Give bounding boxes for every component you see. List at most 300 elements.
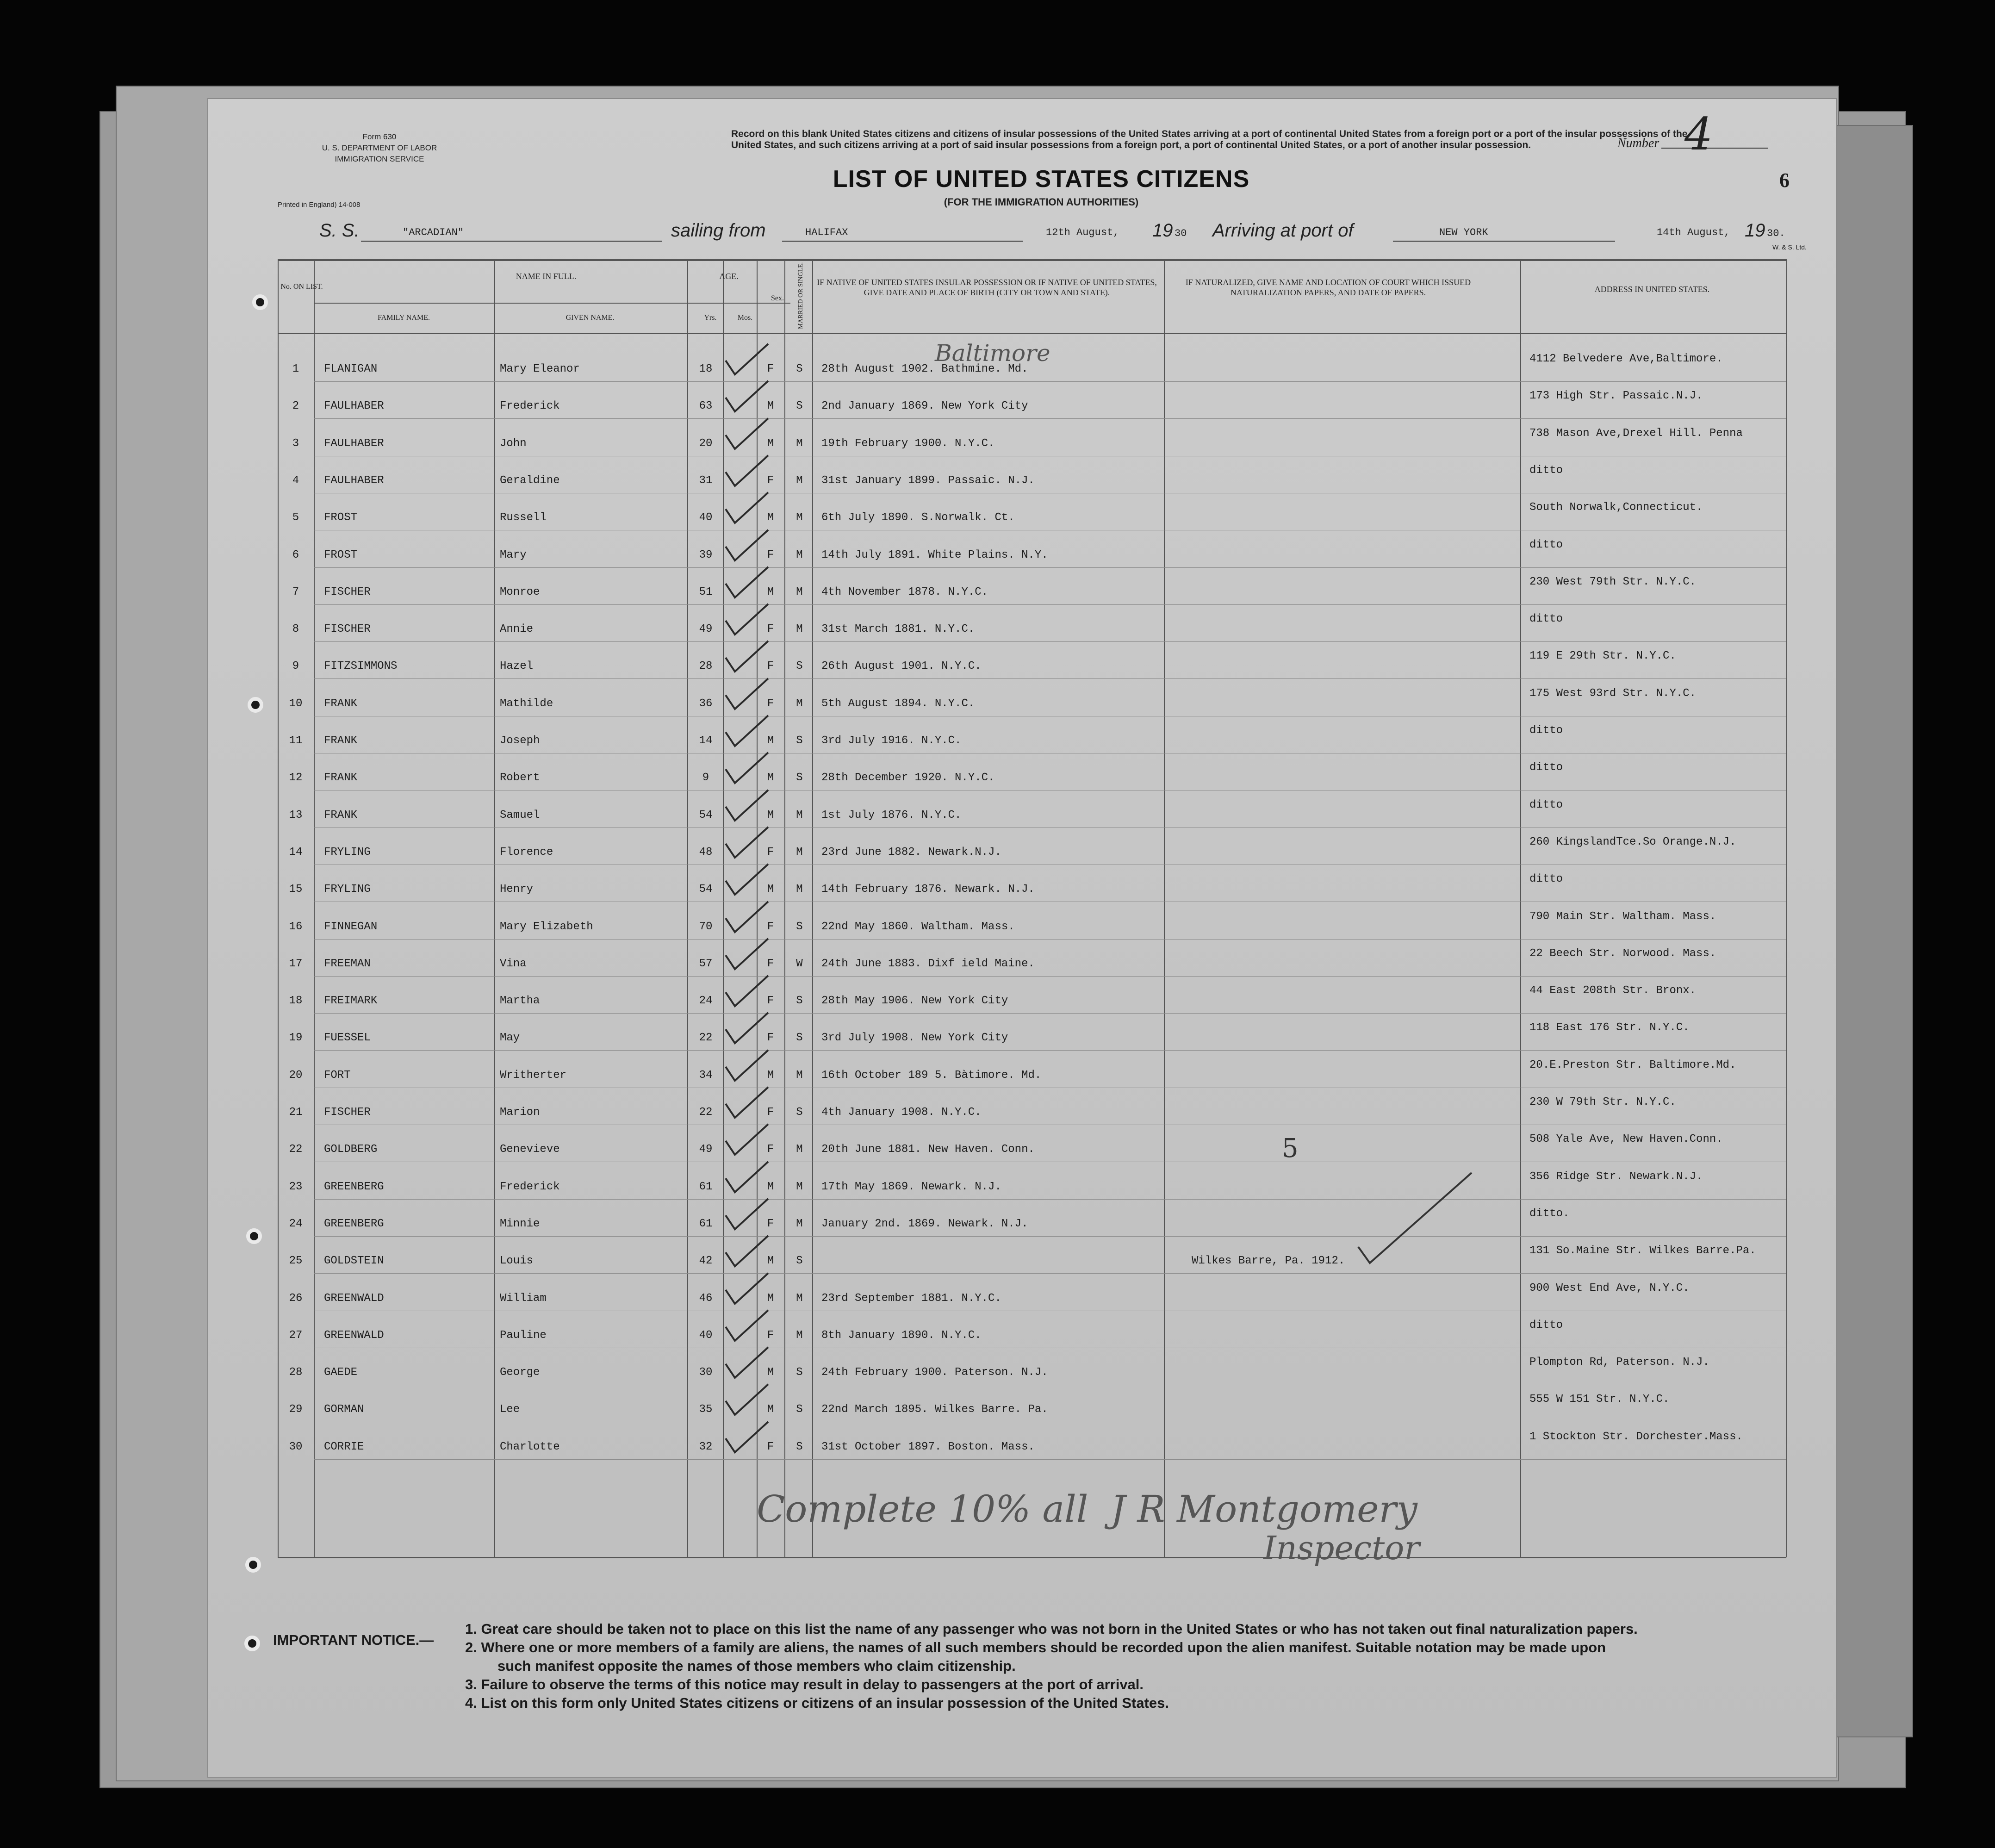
arrival-year: 30. [1767, 228, 1785, 239]
sex: M [767, 511, 774, 524]
check-mark [722, 751, 773, 788]
age-years: 39 [699, 548, 713, 561]
sex: F [767, 363, 774, 375]
address: 20.E.Preston Str. Baltimore.Md. [1529, 1058, 1736, 1071]
age-years: 57 [699, 957, 713, 970]
marital-status: M [796, 585, 803, 598]
address: 131 So.Maine Str. Wilkes Barre.Pa. [1529, 1244, 1756, 1257]
birth-info: 16th October 189 5. Bàtimore. Md. [821, 1069, 1042, 1082]
sex: F [767, 920, 774, 933]
address: 175 West 93rd Str. N.Y.C. [1529, 687, 1697, 700]
column-rule [687, 259, 688, 1557]
given-name: John [500, 437, 527, 450]
row-number: 30 [289, 1440, 303, 1453]
arrival-year-label: 19 [1745, 220, 1765, 241]
row-rule [314, 381, 1786, 382]
row-rule [314, 1013, 1786, 1014]
age-years: 31 [699, 474, 713, 487]
printer-mark: W. & S. Ltd. [1772, 243, 1807, 251]
form-sheet [207, 98, 1837, 1778]
birth-info: 3rd July 1908. New York City [821, 1032, 1008, 1045]
arrival-port-underline [1393, 241, 1615, 242]
given-name: Monroe [500, 585, 540, 598]
check-mark [722, 1420, 773, 1457]
given-name: Henry [500, 883, 534, 896]
family-name: FROST [324, 511, 358, 524]
table-top-rule [278, 259, 1786, 261]
table-header-rule [278, 333, 1786, 334]
birth-info: 3rd July 1916. N.Y.C. [821, 734, 962, 747]
age-years: 18 [699, 363, 713, 375]
row-number: 1 [292, 363, 299, 375]
birth-info: 8th January 1890. N.Y.C. [821, 1329, 982, 1342]
marital-status: S [796, 400, 803, 413]
handwritten-signature: J R Montgomery [1111, 1487, 1417, 1531]
given-name: Mary [500, 548, 527, 561]
sex: M [767, 400, 774, 413]
given-name: George [500, 1366, 540, 1379]
row-rule [314, 976, 1786, 977]
age-years: 61 [699, 1180, 713, 1193]
address: 738 Mason Ave,Drexel Hill. Penna [1529, 427, 1743, 440]
handwritten-baltimore: Baltimore [935, 340, 1050, 367]
check-mark [722, 1122, 773, 1159]
age-years: 49 [699, 1143, 713, 1156]
given-name: Hazel [500, 660, 534, 673]
check-mark [722, 900, 773, 937]
column-rule [1164, 259, 1165, 1557]
given-name: Robert [500, 772, 540, 784]
check-mark [722, 602, 773, 639]
address: 44 East 208th Str. Bronx. [1529, 984, 1697, 997]
service: IMMIGRATION SERVICE [335, 155, 424, 163]
check-mark [722, 491, 773, 528]
check-mark [722, 1011, 773, 1048]
ss-label: S. S. [319, 220, 360, 241]
address: ditto [1529, 613, 1563, 626]
birth-info: 22nd May 1860. Waltham. Mass. [821, 920, 1015, 933]
binder-hole [245, 1557, 261, 1573]
column-rule [314, 259, 315, 1557]
given-name: Charlotte [500, 1440, 560, 1453]
check-mark [722, 1271, 773, 1308]
row-rule [314, 1050, 1786, 1051]
given-name: Vina [500, 957, 527, 970]
given-name: May [500, 1032, 520, 1045]
family-name: FLANIGAN [324, 363, 378, 375]
row-rule [314, 604, 1786, 605]
sex: M [767, 1180, 774, 1193]
birth-info: 14th July 1891. White Plains. N.Y. [821, 548, 1048, 561]
age-years: 28 [699, 660, 713, 673]
sailing-port-underline [782, 241, 1023, 242]
marital-status: S [796, 1255, 803, 1268]
age-years: 40 [699, 1329, 713, 1342]
arrival-date: 14th August, [1657, 227, 1730, 238]
family-name: FRANK [324, 734, 358, 747]
given-name: Geraldine [500, 474, 560, 487]
given-name: Lee [500, 1403, 520, 1416]
row-number: 14 [289, 846, 303, 859]
family-name: GORMAN [324, 1403, 364, 1416]
given-name: Samuel [500, 809, 540, 821]
col-family-name: FAMILY NAME. [377, 314, 430, 322]
binder-hole [252, 294, 268, 310]
sex: F [767, 957, 774, 970]
row-number: 24 [289, 1217, 303, 1230]
sex: F [767, 697, 774, 710]
row-number: 3 [292, 437, 299, 450]
family-name: FRANK [324, 697, 358, 710]
marital-status: S [796, 1366, 803, 1379]
row-number: 5 [292, 511, 299, 524]
notice-heading: IMPORTANT NOTICE.— [273, 1632, 434, 1648]
given-name: Minnie [500, 1217, 540, 1230]
sex: M [767, 734, 774, 747]
check-mark [722, 677, 773, 714]
birth-info: 23rd September 1881. N.Y.C. [821, 1292, 1001, 1305]
check-mark [722, 1234, 773, 1271]
back-sheet-edge [1833, 125, 1913, 1737]
family-name: FUESSEL [324, 1032, 371, 1045]
given-name: William [500, 1292, 547, 1305]
sex: M [767, 772, 774, 784]
address: 356 Ridge Str. Newark.N.J. [1529, 1170, 1703, 1183]
sex: F [767, 1106, 774, 1119]
address: ditto [1529, 1319, 1563, 1332]
row-number: 21 [289, 1106, 303, 1119]
form-title: LIST OF UNITED STATES CITIZENS [833, 166, 1250, 193]
age-years: 22 [699, 1032, 713, 1045]
marital-status: M [796, 548, 803, 561]
name-subrule [314, 303, 790, 304]
check-mark [722, 454, 773, 491]
family-name: FORT [324, 1069, 351, 1082]
age-years: 20 [699, 437, 713, 450]
address: 22 Beech Str. Norwood. Mass. [1529, 947, 1716, 960]
page-number: 6 [1779, 169, 1790, 192]
check-mark [722, 342, 773, 379]
sex: F [767, 1329, 774, 1342]
check-mark [722, 714, 773, 751]
check-mark [722, 1048, 773, 1085]
family-name: FREIMARK [324, 995, 378, 1008]
sailing-label: sailing from [671, 220, 766, 241]
family-name: FRANK [324, 772, 358, 784]
binder-hole [246, 1228, 262, 1244]
sex: M [767, 1403, 774, 1416]
birth-info: 4th January 1908. N.Y.C. [821, 1106, 982, 1119]
marital-status: S [796, 1032, 803, 1045]
address: 119 E 29th Str. N.Y.C. [1529, 650, 1676, 663]
marital-status: M [796, 437, 803, 450]
age-years: 49 [699, 623, 713, 636]
handwritten-5: 5 [1282, 1133, 1299, 1164]
birth-info: January 2nd. 1869. Newark. N.J. [821, 1217, 1028, 1230]
notice-item-1: 1. Great care should be taken not to place on this list the name of any passenger who was not born in the United States or who has not taken out final naturalization papers. [465, 1621, 1638, 1637]
printed-note: Printed in England) 14-008 [278, 201, 360, 209]
birth-info: 6th July 1890. S.Norwalk. Ct. [821, 511, 1015, 524]
check-mark [722, 417, 773, 454]
marital-status: S [796, 363, 803, 375]
given-name: Louis [500, 1255, 534, 1268]
marital-status: M [796, 846, 803, 859]
address: 230 West 79th Str. N.Y.C. [1529, 575, 1697, 588]
check-mark [722, 639, 773, 676]
row-number: 18 [289, 995, 303, 1008]
family-name: GREENBERG [324, 1217, 384, 1230]
row-number: 27 [289, 1329, 303, 1342]
naturalization: Wilkes Barre, Pa. 1912. [1192, 1255, 1345, 1268]
department: U. S. DEPARTMENT OF LABOR [322, 143, 437, 152]
col-birth: IF NATIVE OF UNITED STATES INSULAR POSSESSION OR IF NATIVE OF UNITED STATES, GIVE DATE AND PLACE OF BIRTH (CITY OR TOWN AND STATE). [817, 278, 1157, 297]
marital-status: M [796, 474, 803, 487]
marital-status: M [796, 697, 803, 710]
check-mark [722, 1085, 773, 1122]
given-name: Joseph [500, 734, 540, 747]
family-name: FINNEGAN [324, 920, 378, 933]
sailing-date: 12th August, [1046, 227, 1119, 238]
marital-status: S [796, 1440, 803, 1453]
sex: F [767, 995, 774, 1008]
family-name: FRYLING [324, 883, 371, 896]
row-number: 22 [289, 1143, 303, 1156]
check-mark [722, 788, 773, 825]
family-name: GOLDSTEIN [324, 1255, 384, 1268]
sex: F [767, 548, 774, 561]
birth-info: 1st July 1876. N.Y.C. [821, 809, 962, 821]
form-subtitle: (FOR THE IMMIGRATION AUTHORITIES) [944, 196, 1139, 208]
check-mark [722, 862, 773, 899]
marital-status: M [796, 1329, 803, 1342]
age-years: 35 [699, 1403, 713, 1416]
sex: F [767, 1217, 774, 1230]
ship-name: "ARCADIAN" [403, 227, 464, 238]
age-years: 63 [699, 400, 713, 413]
given-name: Mathilde [500, 697, 553, 710]
birth-info: 23rd June 1882. Newark.N.J. [821, 846, 1001, 859]
sex: F [767, 474, 774, 487]
row-rule [314, 678, 1786, 679]
row-rule [314, 567, 1786, 568]
col-yrs: Yrs. [704, 314, 717, 322]
sex: F [767, 660, 774, 673]
row-rule [314, 1459, 1786, 1460]
notice-item-2: 2. Where one or more members of a family are aliens, the names of all such members should be recorded upon the alien manifest. Suitable notation may be made upon [465, 1639, 1606, 1655]
marital-status: M [796, 1069, 803, 1082]
form-number: Form 630 [362, 132, 397, 141]
birth-info: 24th February 1900. Paterson. N.J. [821, 1366, 1048, 1379]
notice-item-2-cont: such manifest opposite the names of those members who claim citizenship. [497, 1658, 1016, 1674]
column-rule [278, 259, 279, 1557]
age-years: 14 [699, 734, 713, 747]
given-name: Frederick [500, 400, 560, 413]
address: ditto. [1529, 1207, 1570, 1220]
column-rule [1520, 259, 1521, 1557]
column-rule [784, 259, 785, 1557]
address: 508 Yale Ave, New Haven.Conn. [1529, 1133, 1723, 1146]
row-number: 16 [289, 920, 303, 933]
given-name: Mary Elizabeth [500, 920, 593, 933]
address: ditto [1529, 798, 1563, 811]
col-age: AGE. [719, 272, 739, 281]
check-mark [722, 1308, 773, 1345]
given-name: Writherter [500, 1069, 567, 1082]
sex: M [767, 1292, 774, 1305]
address: ditto [1529, 538, 1563, 551]
row-number: 9 [292, 660, 299, 673]
col-mos: Mos. [737, 314, 753, 322]
marital-status: W [796, 957, 803, 970]
large-check-mark [1356, 1168, 1476, 1270]
birth-info: 2nd January 1869. New York City [821, 400, 1028, 413]
row-rule [314, 1199, 1786, 1200]
family-name: FAULHABER [324, 400, 384, 413]
binder-hole [244, 1636, 260, 1651]
arriving-label: Arriving at port of [1212, 220, 1354, 241]
family-name: FRYLING [324, 846, 371, 859]
address: Plompton Rd, Paterson. N.J. [1529, 1356, 1709, 1369]
sailing-port: HALIFAX [805, 227, 848, 238]
age-years: 30 [699, 1366, 713, 1379]
column-rule [494, 259, 495, 1557]
marital-status: S [796, 660, 803, 673]
row-number: 11 [289, 734, 303, 747]
sex: M [767, 1255, 774, 1268]
record-instructions: Record on this blank United States citizens and citizens of insular possessions of the United States arriving at a port of continental United States from a foreign port or a port of the insular possessions of the United States, and such citizens arriving at a port of said insular possessions from a foreign port, a port of continental United States, or a port of another insular possession. [731, 129, 1688, 150]
family-name: FITZSIMMONS [324, 660, 398, 673]
row-number: 28 [289, 1366, 303, 1379]
family-name: FREEMAN [324, 957, 371, 970]
sex: M [767, 809, 774, 821]
marital-status: M [796, 1217, 803, 1230]
sex: F [767, 846, 774, 859]
given-name: Florence [500, 846, 553, 859]
given-name: Genevieve [500, 1143, 560, 1156]
given-name: Mary Eleanor [500, 363, 580, 375]
column-rule [812, 259, 813, 1557]
check-mark [722, 825, 773, 862]
birth-info: 17th May 1869. Newark. N.J. [821, 1180, 1001, 1193]
col-sex: Sex. [771, 294, 784, 302]
birth-info: 28th December 1920. N.Y.C. [821, 772, 995, 784]
birth-info: 31st October 1897. Boston. Mass. [821, 1440, 1035, 1453]
address: ditto [1529, 724, 1563, 737]
given-name: Marion [500, 1106, 540, 1119]
age-years: 54 [699, 809, 713, 821]
check-mark [722, 565, 773, 602]
row-number: 10 [289, 697, 303, 710]
age-years: 70 [699, 920, 713, 933]
table-bottom-rule [278, 1557, 1786, 1558]
row-number: 6 [292, 548, 299, 561]
col-address: ADDRESS IN UNITED STATES. [1594, 285, 1710, 294]
marital-status: S [796, 995, 803, 1008]
sex: M [767, 1366, 774, 1379]
notice-item-3: 3. Failure to observe the terms of this notice may result in delay to passengers at the port of arrival. [465, 1676, 1144, 1692]
row-number: 19 [289, 1032, 303, 1045]
family-name: GREENBERG [324, 1180, 384, 1193]
number-label: Number [1617, 136, 1659, 150]
age-years: 54 [699, 883, 713, 896]
check-mark [722, 937, 773, 974]
ship-underline [361, 241, 662, 242]
check-mark [722, 528, 773, 565]
address: 4112 Belvedere Ave,Baltimore. [1529, 353, 1723, 365]
birth-info: 4th November 1878. N.Y.C. [821, 585, 988, 598]
address: 1 Stockton Str. Dorchester.Mass. [1529, 1430, 1743, 1443]
family-name: FRANK [324, 809, 358, 821]
row-number: 23 [289, 1180, 303, 1193]
col-name-in-full: NAME IN FULL. [516, 272, 577, 281]
address: 790 Main Str. Waltham. Mass. [1529, 910, 1716, 923]
year-label: 19 [1152, 220, 1173, 241]
sex: M [767, 883, 774, 896]
row-rule [314, 641, 1786, 642]
address: ditto [1529, 873, 1563, 886]
row-rule [314, 418, 1786, 419]
sex: F [767, 1440, 774, 1453]
check-mark [722, 1160, 773, 1197]
address: 118 East 176 Str. N.Y.C. [1529, 1021, 1690, 1034]
sex: M [767, 437, 774, 450]
family-name: GOLDBERG [324, 1143, 378, 1156]
row-number: 17 [289, 957, 303, 970]
check-mark [722, 1197, 773, 1234]
row-number: 29 [289, 1403, 303, 1416]
check-mark [722, 1382, 773, 1419]
address: 230 W 79th Str. N.Y.C. [1529, 1096, 1676, 1108]
age-years: 32 [699, 1440, 713, 1453]
check-mark [722, 974, 773, 1011]
col-married: MARRIED OR SINGLE. [797, 262, 804, 330]
row-number: 7 [292, 585, 299, 598]
family-name: FISCHER [324, 1106, 371, 1119]
row-rule [314, 939, 1786, 940]
sex: F [767, 623, 774, 636]
given-name: Frederick [500, 1180, 560, 1193]
family-name: FISCHER [324, 585, 371, 598]
birth-info: 26th August 1901. N.Y.C. [821, 660, 982, 673]
age-years: 36 [699, 697, 713, 710]
given-name: Russell [500, 511, 547, 524]
marital-status: M [796, 1143, 803, 1156]
handwritten-inspector: Inspector [1263, 1529, 1420, 1567]
birth-info: 5th August 1894. N.Y.C. [821, 697, 975, 710]
age-years: 40 [699, 511, 713, 524]
binder-hole [248, 697, 263, 713]
family-name: CORRIE [324, 1440, 364, 1453]
address: 260 KingslandTce.So Orange.N.J. [1529, 835, 1736, 848]
marital-status: M [796, 1180, 803, 1193]
sex: F [767, 1143, 774, 1156]
address: 173 High Str. Passaic.N.J. [1529, 390, 1703, 403]
birth-info: 14th February 1876. Newark. N.J. [821, 883, 1035, 896]
birth-info: 19th February 1900. N.Y.C. [821, 437, 995, 450]
birth-info: 28th May 1906. New York City [821, 995, 1008, 1008]
marital-status: M [796, 1292, 803, 1305]
marital-status: M [796, 511, 803, 524]
birth-info: 28th August 1902. Bathmine. Md. [821, 363, 1028, 375]
given-name: Annie [500, 623, 534, 636]
marital-status: M [796, 883, 803, 896]
col-naturalized: IF NATURALIZED, GIVE NAME AND LOCATION OF COURT WHICH ISSUED NATURALIZATION PAPERS, AND DATE OF PAPERS. [1185, 278, 1471, 297]
family-name: GREENWALD [324, 1329, 384, 1342]
address: ditto [1529, 464, 1563, 477]
age-years: 42 [699, 1255, 713, 1268]
row-number: 15 [289, 883, 303, 896]
row-number: 26 [289, 1292, 303, 1305]
